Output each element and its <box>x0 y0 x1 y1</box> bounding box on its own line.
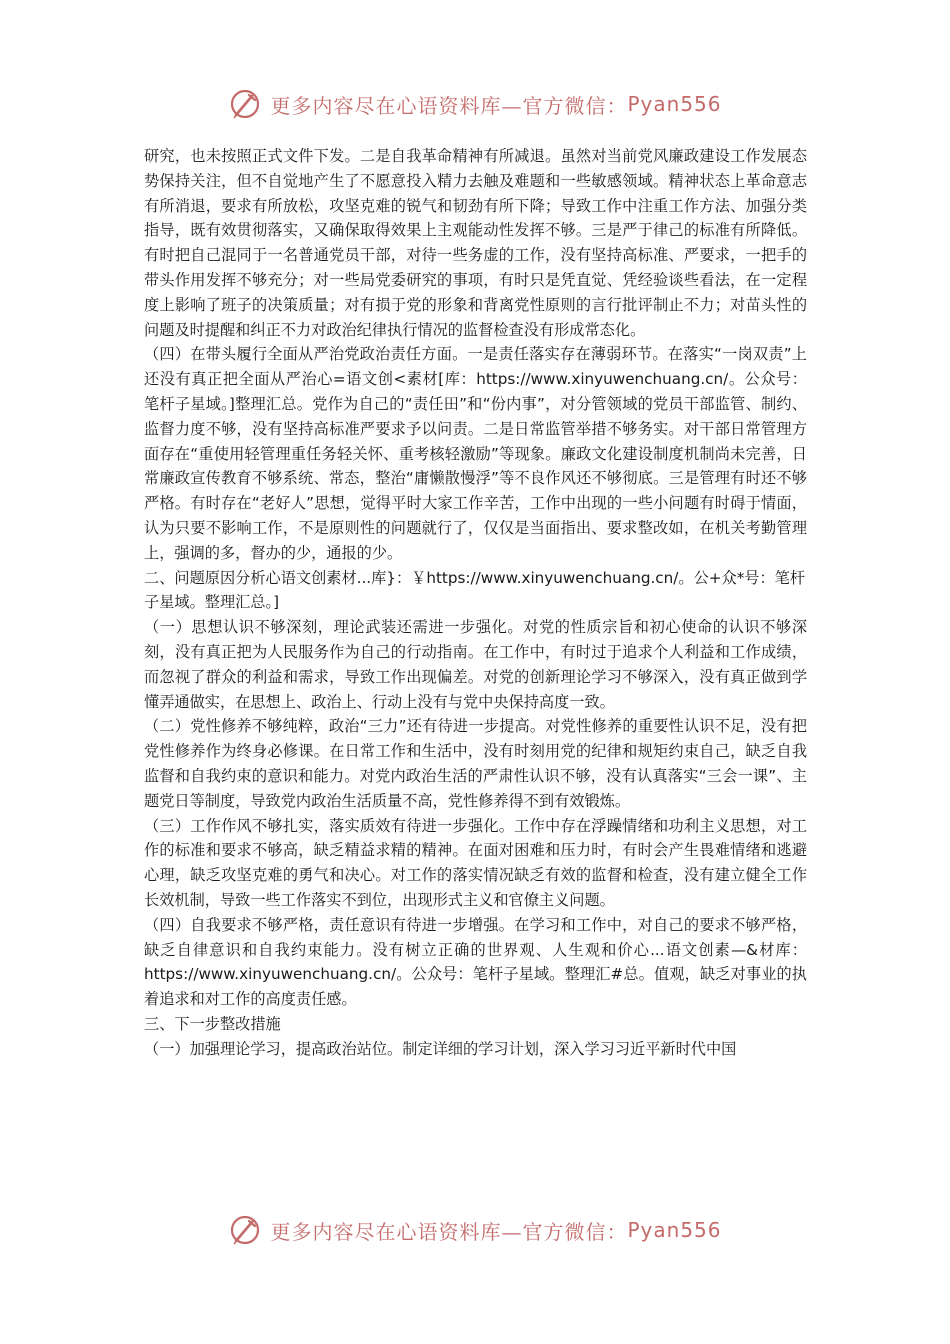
paragraph: （二）党性修养不够纯粹，政治“三力”还有待进一步提高。对党性修养的重要性认识不足，没有把党性修养作为终身必修课。在日常工作和生活中，没有时刻用党的纪律和规矩约束自己，缺乏自我监督和自我约束的意识和能力。对党内政治生活的严肃性认识不够，没有认真落实“三会一课”、主题党日等制度，导致党内政治生活质量不高，党性修养得不到有效锻炼。 <box>144 717 807 810</box>
paragraph: （四）自我要求不够严格，责任意识有待进一步增强。在学习和工作中，对自己的要求不够严格，缺乏自律意识和自我约束能力。没有树立正确的世界观、人生观和价心...语文创素—&材库：https://www.xinyuwenchuang.cn/。公众号：笔杆子星域。整理汇#总。值观，缺乏对事业的执着追求和对工作的高度责任感。 <box>144 915 807 1009</box>
paragraph: （四）在带头履行全面从严治党政治责任方面。一是责任落实存在薄弱环节。在落实“一岗双责”上还没有真正把全面从严治心=语文创<素材[库：https://www.xinyuwenchuang.cn/。公众号：笔杆子星域。]整理汇总。党作为自己的“责任田”和“份内事”，对分管领域的党员干部监管、制约、监督力度不够，没有坚持高标准严要求予以问责。二是日常监管举措不够务实。对干部日常管理方面存在“重使用轻管理重任务轻关怀、重考核轻激励”等现象。廉政文化建设制度机制尚未完善，日常廉政宣传教育不够系统、常态，整治“庸懒散慢浮”等不良作风还不够彻底。三是管理有时还不够严格。有时存在“老好人”思想，觉得平时大家工作辛苦，工作中出现的一些小问题有时碍于情面，认为只要不影响工作，不是原则性的问题就行了，仅仅是当面指出、要求整改如，在机关考勤管理上，强调的多，督办的少，通报的少。 <box>144 345 807 562</box>
paragraph: （一）思想认识不够深刻，理论武装还需进一步强化。对党的性质宗旨和初心使命的认识不够深刻，没有真正把为人民服务作为自己的行动指南。在工作中，有时过于追求个人利益和工作成绩，而忽视了群众的利益和需求，导致工作出现偏差。对党的创新理论学习不够深入，没有真正做到学懂弄通做实，在思想上、政治上、行动上没有与党中央保持高度一致。 <box>144 618 807 711</box>
header-wechat-id: Pyan556 <box>627 92 722 116</box>
header-banner <box>0 82 950 126</box>
footer-banner <box>0 1208 950 1252</box>
paragraph: 研究，也未按照正式文件下发。二是自我革命精神有所减退。虽然对当前党风廉政建设工作发展态势保持关注，但不自觉地产生了不愿意投入精力去触及难题和一些敏感领域。精神状态上革命意志有所消退，要求有所放松，攻坚克难的锐气和韧劲有所下降；导致工作中注重工作方法、加强分类指导，既有效贯彻落实，又确保取得效果上主观能动性发挥不够。三是严于律己的标准有所降低。有时把自己混同于一名普通党员干部，对待一些务虚的工作，没有坚持高标准、严要求，一把手的带头作用发挥不够充分；对一些局党委研究的事项，有时只是凭直觉、凭经验谈些看法，在一定程度上影响了班子的决策质量；对有损于党的形象和背离党性原则的言行批评制止不力；对苗头性的问题及时提醒和纠正不力对政治纪律执行情况的监督检查没有形成常态化。 <box>144 147 807 339</box>
footer-wechat-id: Pyan556 <box>627 1218 722 1242</box>
paragraph: （三）工作作风不够扎实，落实质效有待进一步强化。工作中存在浮躁情绪和功利主义思想，对工作的标准和要求不够高，缺乏精益求精的精神。在面对困难和压力时，有时会产生畏难情绪和逃避心理，缺乏攻坚克难的勇气和决心。对工作的落实情况缺乏有效的监督和检查，没有建立健全工作长效机制，导致一些工作落实不到位，出现形式主义和官僚主义问题。 <box>144 816 807 909</box>
section-heading: 二、问题原因分析心语文创素材...库}：￥https://www.xinyuwenchuang.cn/。公+众*号：笔杆子星域。整理汇总。] <box>144 568 806 612</box>
document-body <box>144 144 807 1061</box>
paragraph: （一）加强理论学习，提高政治站位。制定详细的学习计划，深入学习习近平新时代中国 <box>144 1039 737 1058</box>
pen-logo-icon <box>228 87 262 121</box>
pen-logo-icon <box>228 1213 262 1247</box>
footer-banner-text: 更多内容尽在心语资料库—官方微信： <box>270 1219 628 1244</box>
header-banner-text: 更多内容尽在心语资料库—官方微信： <box>270 93 628 118</box>
section-heading: 三、下一步整改措施 <box>144 1014 281 1033</box>
